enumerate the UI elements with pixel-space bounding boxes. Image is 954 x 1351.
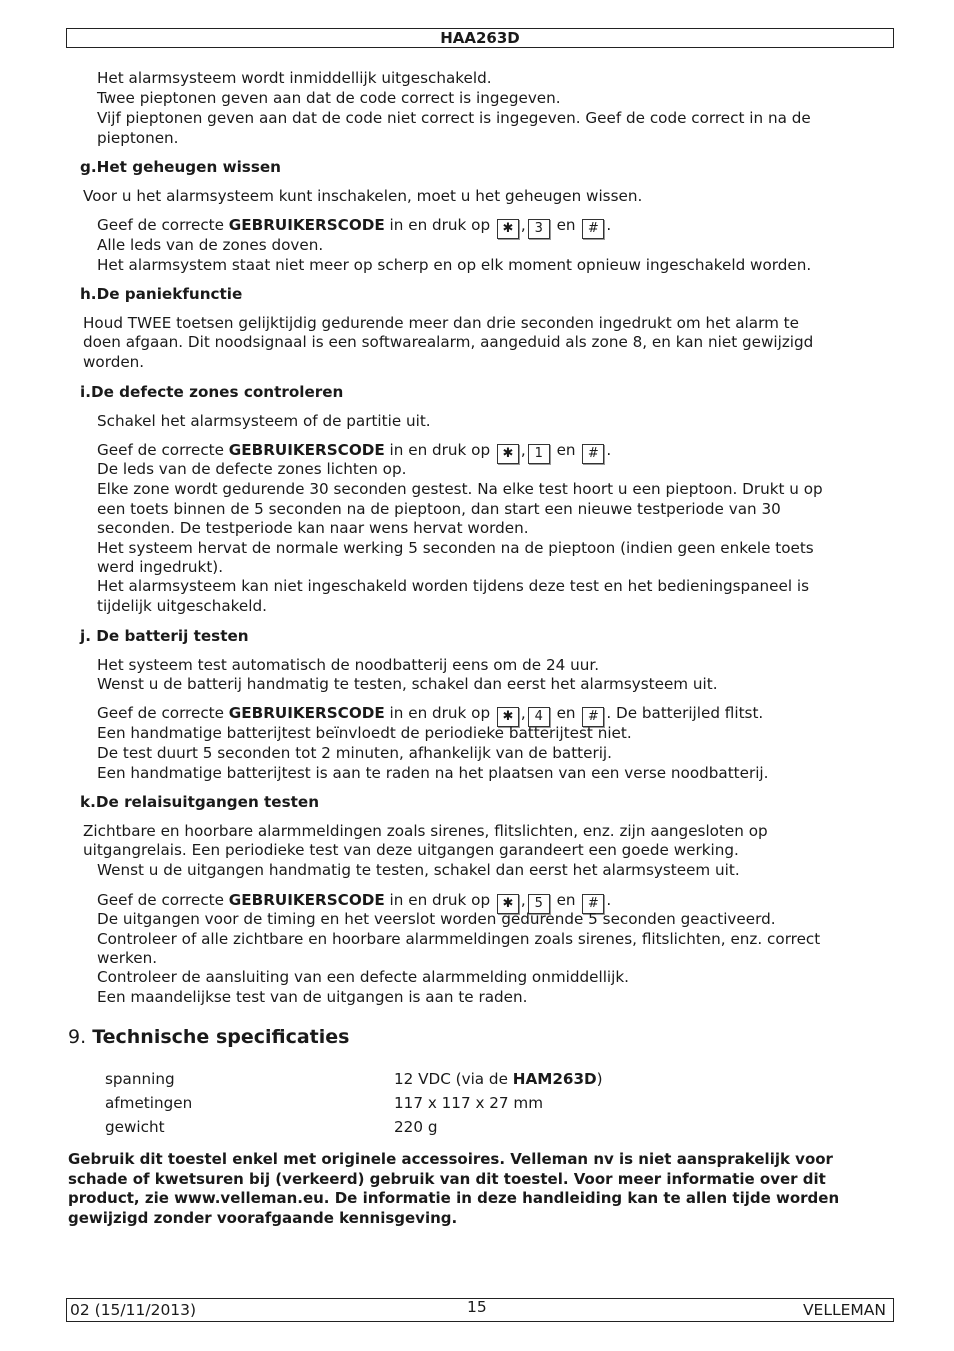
section-k-line: Controleer of alle zichtbare en hoorbare alarmmeldingen zoals sirenes, flitslichten, enz. correct [97, 930, 821, 948]
section-k-lead: uitgangrelais. Een periodieke test van deze uitgangen garandeert een goede werking. [83, 841, 739, 859]
section-i-line: Het alarmsysteem kan niet ingeschakeld worden tijdens deze test en het bedieningspaneel is [97, 577, 809, 595]
disclaimer: Gebruik dit toestel enkel met originele accessoires. Velleman nv is niet aansprakelijk voor schade of kwetsuren bij (verkeerd) gebruik van dit toestel. Voor meer informatie over dit product, zie www.velleman.eu. De informatie in deze handleiding kan te allen tijde worden gewijzigd zonder voorafgaande kennisgeving. [68, 1150, 840, 1227]
section-i-line: seconden. De testperiode kan naar wens hervat worden. [97, 519, 529, 537]
spec-label: gewicht [105, 1118, 165, 1136]
page-header [66, 28, 894, 48]
section-k-lead-indented: Wenst u de uitgangen handmatig te testen, schakel dan eerst het alarmsysteem uit. [97, 861, 740, 879]
spec-label: afmetingen [105, 1094, 193, 1112]
section-heading-g: g.Het geheugen wissen [80, 158, 281, 176]
section-i-line: Elke zone wordt gedurende 30 seconden gestest. Na elke test hoort u een pieptoon. Drukt u op [97, 480, 823, 498]
spec-value: 117 x 117 x 27 mm [394, 1094, 544, 1112]
hash-key-icon: # [582, 444, 604, 464]
intro-line: Het alarmsysteem wordt inmiddellijk uitgeschakeld. [97, 69, 492, 87]
section-h-line: doen afgaan. Dit noodsignaal is een softwarealarm, aangeduid als zone 8, en kan niet gewijzigd [83, 333, 814, 351]
section-k-instruction: Geef de correcte GEBRUIKERSCODE in en druk op ✱ , 5 en # . [97, 890, 611, 914]
spec-value: 12 VDC (via de HAM263D) [394, 1070, 603, 1088]
star-key-icon: ✱ [497, 219, 519, 239]
model-number: HAA263D [440, 29, 520, 47]
section-heading-j: j. De batterij testen [80, 627, 249, 645]
section-heading-i: i.De defecte zones controleren [80, 383, 344, 401]
star-key-icon: ✱ [497, 444, 519, 464]
user-code-label: GEBRUIKERSCODE [228, 704, 385, 722]
user-code-label: GEBRUIKERSCODE [228, 891, 385, 909]
section-i-line: Het systeem hervat de normale werking 5 seconden na de pieptoon (indien geen enkele toets [97, 539, 814, 557]
section-i-line: De leds van de defecte zones lichten op. [97, 460, 407, 478]
section-k-line: De uitgangen voor de timing en het veerslot worden gedurende 5 seconden geactiveerd. [97, 910, 776, 928]
intro-line: Twee pieptonen geven aan dat de code correct is ingegeven. [97, 89, 561, 107]
footer-brand: VELLEMAN [802, 1301, 886, 1319]
user-code-label: GEBRUIKERSCODE [228, 441, 385, 459]
hash-key-icon: # [582, 219, 604, 239]
spec-row [105, 1067, 805, 1091]
page-footer [66, 1298, 894, 1322]
hash-key-icon: # [582, 707, 604, 727]
section-j-line: Een handmatige batterijtest is aan te raden na het plaatsen van een verse noodbatterij. [97, 764, 769, 782]
key-4-icon: 4 [528, 707, 550, 727]
chapter-number: 9. [68, 1026, 87, 1048]
key-1-icon: 1 [528, 444, 550, 464]
section-i-instruction: Geef de correcte GEBRUIKERSCODE in en druk op ✱ , 1 en # . [97, 440, 611, 464]
section-j-line: Een handmatige batterijtest beïnvloedt de periodieke batterijtest niet. [97, 724, 632, 742]
star-key-icon: ✱ [497, 894, 519, 914]
section-j-lead: Wenst u de batterij handmatig te testen, schakel dan eerst het alarmsysteem uit. [97, 675, 718, 693]
footer-version: 02 (15/11/2013) [70, 1301, 197, 1319]
spec-value: 220 g [394, 1118, 438, 1136]
section-h-line: Houd TWEE toetsen gelijktijdig gedurende meer dan drie seconden ingedrukt om het alarm te [83, 314, 799, 332]
key-5-icon: 5 [528, 894, 550, 914]
spec-row [105, 1091, 805, 1115]
section-i-line: een toets binnen de 5 seconden na de pieptoon, dan start een nieuwe testperiode van 30 [97, 500, 781, 518]
section-g-line: Alle leds van de zones doven. [97, 236, 324, 254]
section-j-lead: Het systeem test automatisch de noodbatterij eens om de 24 uur. [97, 656, 600, 674]
section-k-line: Een maandelijkse test van de uitgangen is aan te raden. [97, 988, 528, 1006]
section-j-line: De test duurt 5 seconden tot 2 minuten, afhankelijk van de batterij. [97, 744, 612, 762]
section-k-lead: Zichtbare en hoorbare alarmmeldingen zoals sirenes, flitslichten, enz. zijn aangesloten op [83, 822, 768, 840]
intro-line: pieptonen. [97, 129, 179, 147]
hash-key-icon: # [582, 894, 604, 914]
chapter-heading [68, 1025, 349, 1049]
section-heading-h: h.De paniekfunctie [80, 285, 243, 303]
section-i-line: tijdelijk uitgeschakeld. [97, 597, 267, 615]
section-j-instruction: Geef de correcte GEBRUIKERSCODE in en druk op ✱ , 4 en # . De batterijled flitst. [97, 703, 763, 727]
intro-line: Vijf pieptonen geven aan dat de code niet correct is ingegeven. Geef de code correct in na de [97, 109, 811, 127]
key-3-icon: 3 [528, 219, 550, 239]
user-code-label: GEBRUIKERSCODE [228, 216, 385, 234]
chapter-title: Technische specificaties [92, 1026, 350, 1048]
section-k-line: werken. [97, 949, 158, 967]
star-key-icon: ✱ [497, 707, 519, 727]
section-heading-k: k.De relaisuitgangen testen [80, 793, 320, 811]
section-k-line: Controleer de aansluiting van een defecte alarmmelding onmiddellijk. [97, 968, 629, 986]
section-h-line: worden. [83, 353, 145, 371]
page-number: 15 [467, 1298, 487, 1316]
section-g-instruction: Geef de correcte GEBRUIKERSCODE in en druk op ✱ , 3 en # . [97, 215, 611, 239]
section-i-lead: Schakel het alarmsysteem of de partitie uit. [97, 412, 431, 430]
section-i-line: werd ingedrukt). [97, 558, 224, 576]
section-g-line: Het alarmsystem staat niet meer op scherp en op elk moment opnieuw ingeschakeld worden. [97, 256, 812, 274]
spec-row [105, 1115, 805, 1139]
section-g-lead: Voor u het alarmsysteem kunt inschakelen, moet u het geheugen wissen. [83, 187, 643, 205]
spec-label: spanning [105, 1070, 175, 1088]
